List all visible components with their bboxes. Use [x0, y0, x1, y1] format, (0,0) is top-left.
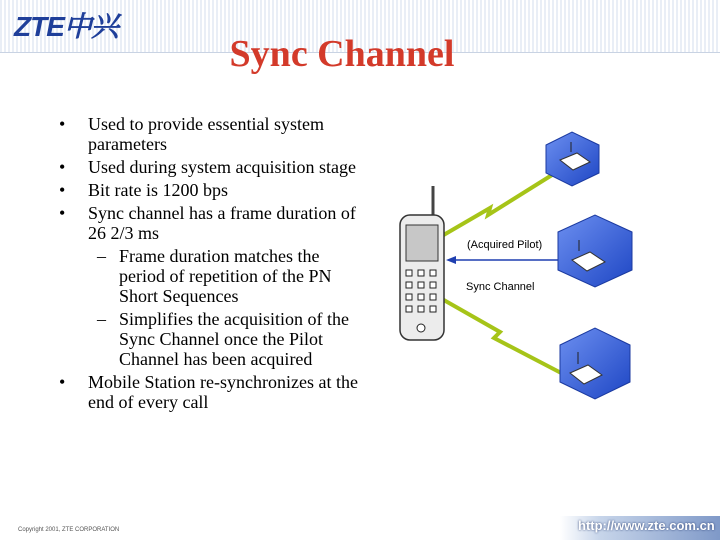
acquired-pilot-label: (Acquired Pilot): [467, 239, 543, 251]
base-station-top: [546, 132, 599, 186]
bullet-item: • Sync channel has a frame duration of 26 2/3 ms: [55, 203, 360, 243]
bullet-item: • Used during system acquisition stage: [55, 157, 360, 177]
sync-channel-label: Sync Channel: [466, 281, 535, 293]
copyright-text: Copyright 2001, ZTE CORPORATION: [18, 527, 120, 533]
zte-logo: ZTE中兴: [14, 11, 118, 42]
sub-bullet-item: – Simplifies the acquisition of the Sync Channel once the Pilot Channel has been acquired: [55, 309, 360, 369]
bullet-item: • Bit rate is 1200 bps: [55, 180, 360, 200]
mobile-phone-icon: [400, 186, 444, 340]
diagram-graphic: [380, 120, 720, 440]
base-station-bottom: [560, 328, 630, 399]
bullet-item: • Mobile Station re-synchronizes at the end of every call: [55, 372, 360, 412]
sub-bullet-item: – Frame duration matches the period of repetition of the PN Short Sequences: [55, 246, 360, 306]
base-station-middle: [558, 215, 632, 287]
page-title: Sync Channel: [229, 33, 455, 75]
bullet-item: • Used to provide essential system parameters: [55, 114, 360, 154]
zigzag-signal-top: [435, 170, 560, 240]
arrow-head: [446, 256, 456, 264]
zigzag-signal-bottom: [435, 295, 565, 375]
bullet-list: [55, 114, 360, 415]
sync-channel-diagram: [380, 120, 720, 440]
footer-url: http://www.zte.com.cn: [578, 518, 715, 533]
